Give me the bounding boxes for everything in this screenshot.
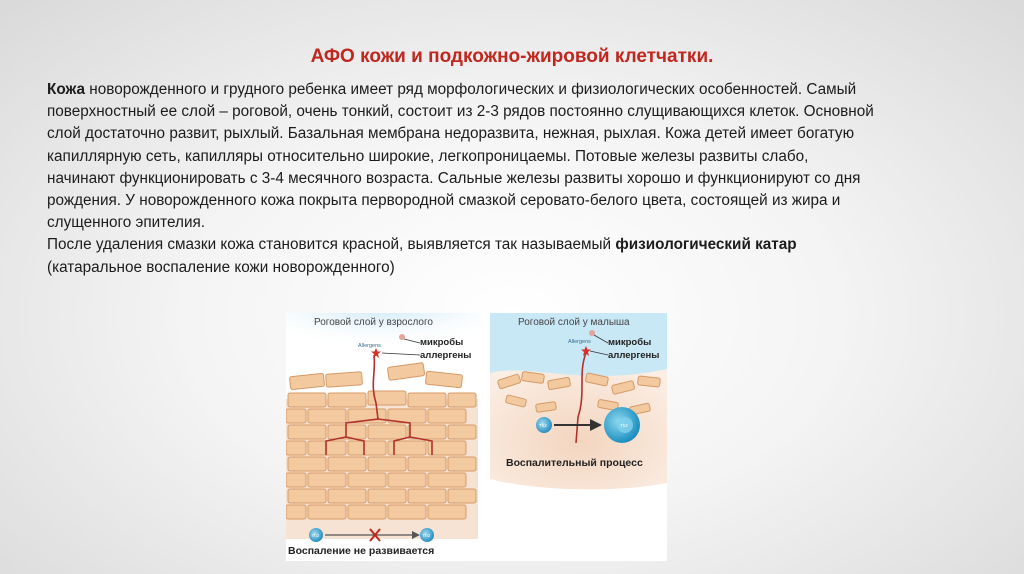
paragraph-2-text-after: (катаральное воспаление кожи новорожденного) [47,258,395,276]
right-skin-layer [490,369,667,489]
paragraph-2-bold-term: физиологический катар [615,236,797,254]
left-panel [286,313,491,561]
right-panel-title: Роговой слой у малыша [518,317,630,328]
slide-title: АФО кожи и подкожно-жировой клетчатки. [310,46,714,67]
right-label-allergens: аллергены [608,350,660,361]
left-allergens-tag: Allergens [358,343,381,349]
right-label-microbes: микробы [608,337,652,348]
left-panel-title: Роговой слой у взрослого [314,317,433,328]
right-panel-caption: Воспалительный процесс [506,457,643,469]
right-activated-cell-label: Th2 [620,423,628,428]
left-target-cell-label: Th2 [422,533,431,538]
paragraph-1-text: новорожденного и грудного ребенка имеет ряд морфологических и физиологических особенностей. Самый поверхностный ее слой – роговой, очень тонкий, состоит из 2-3 рядов постоянно слущивающихся клеток. Основной слой достаточно развит, рыхлый. Базальная мембрана недоразвита, нежная, рыхлая. Кожа детей имеет богатую капиллярную сеть, капилляры относительно широкие, легкопроницаемы. Потовые железы развиты слабо, начинают функционировать с 3-4 месячного возраста. Сальные железы развиты хорошо и функционируют со дня рождения. У новорожденного кожа покрыта первородной смазкой серовато-белого цвета, состоящей из жира и слущенного эпителия. [47,81,874,232]
paragraph-1-lead: Кожа [47,81,86,98]
body-text [47,79,877,279]
left-panel-caption: Воспаление не развивается [288,545,435,557]
left-label-microbes: микробы [420,337,464,348]
right-allergens-tag: Allergens [568,339,591,345]
right-th2-cell-label: Th2 [539,423,547,428]
paragraph-2-text-before: После удаления смазки кожа становится красной, выявляется так называемый [47,236,616,254]
skin-barrier-illustration [286,313,667,561]
right-panel [490,313,667,561]
skin-barrier-figure [286,313,667,561]
left-label-allergens: аллергены [420,350,472,361]
paragraph-2 [47,234,877,278]
paragraph-1 [47,79,877,234]
left-th2-cell-label: Th2 [311,533,320,538]
